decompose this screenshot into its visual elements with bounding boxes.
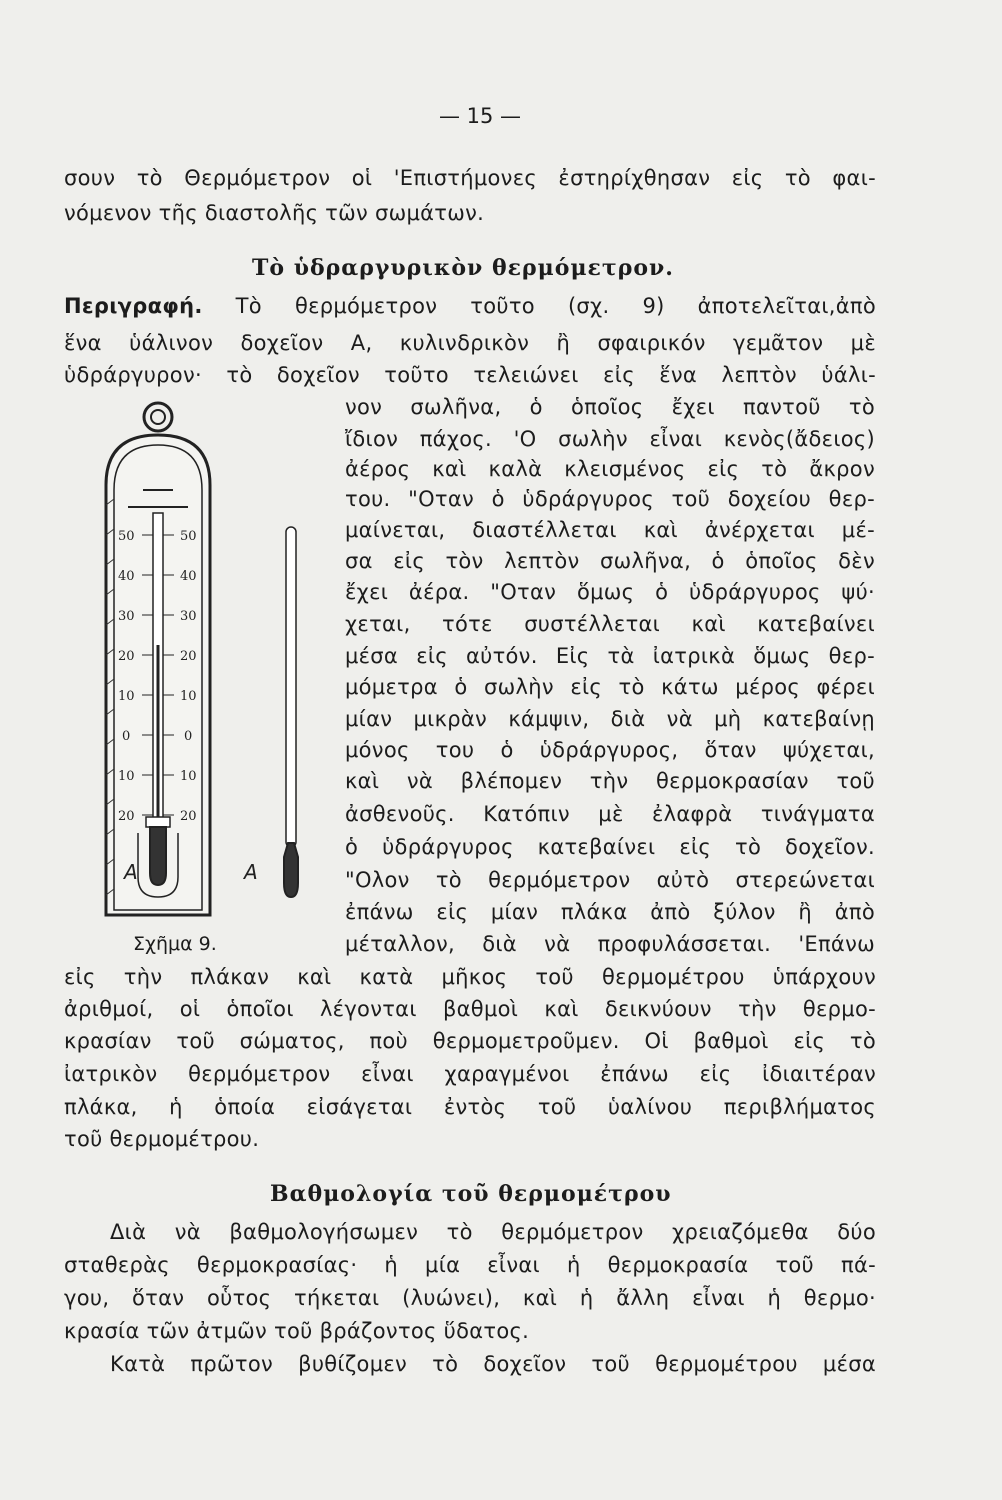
scale-label-right: 50 (180, 529, 197, 544)
full-line-4: ἀριθμοί, οἱ ὁποῖοι λέγονται βαθμοὶ καὶ δεικνύουν τὴν θερμο- (64, 997, 876, 1021)
scale-label-left: 10 (118, 689, 135, 704)
side-line: ἐπάνω εἰς μίαν πλάκα ἀπὸ ξύλον ἢ ἀπὸ (345, 900, 875, 924)
para2-line-1: Διὰ νὰ βαθμολογήσωμεν τὸ θερμόμετρον χρειαζόμεθα δύο (110, 1220, 876, 1244)
intro-line-1: σουν τὸ Θερμόμετρον οἱ 'Επιστήμονες ἐστηρίχθησαν εἰς τὸ φαι- (64, 166, 876, 190)
section2-title: Βαθμολογία τοῦ θερμομέτρου (270, 1181, 672, 1207)
bulb-label-right: A (244, 860, 258, 884)
bulb-label-left: A (124, 860, 138, 884)
scale-label-right: 40 (180, 569, 197, 584)
scale-label-left: 20 (118, 649, 135, 664)
hanging-ring (144, 403, 172, 431)
scale-label-left: 0 (122, 729, 131, 744)
side-line: μόνος του ὁ ὑδράργυρος, ὅταν ψύχεται, (345, 738, 875, 762)
side-line: μέσα εἰς αὐτόν. Εἰς τὰ ἰατρικὰ ὅμως θερ- (345, 644, 875, 668)
scale-label-left: 30 (118, 609, 135, 624)
para2-line-3: γου, ὅταν οὗτος τήκεται (λυώνει), καὶ ἡ ἄλλη εἶναι ἡ θερμο· (64, 1286, 876, 1310)
standalone-bulb (284, 843, 298, 897)
side-line: ἀέρος καὶ καλὰ κλεισμένος εἰς τὸ ἄκρον (345, 457, 875, 481)
standalone-tube (286, 527, 296, 847)
intro-line-2: νόμενον τῆς διαστολῆς τῶν σωμάτων. (64, 201, 485, 225)
page-number: — 15 — (438, 104, 522, 128)
side-line: ἀσθενοῦς. Κατόπιν μὲ ἐλαφρὰ τινάγματα (345, 802, 875, 826)
para2-line-4: κρασία τῶν ἀτμῶν τοῦ βράζοντος ὕδατος. (64, 1319, 530, 1343)
scale-label-right: 20 (180, 649, 197, 664)
thermometer-figure (98, 395, 328, 935)
side-line: καὶ νὰ βλέπομεν τὴν θερμοκρασίαν τοῦ (345, 769, 875, 793)
side-line: "Ολον τὸ θερμόμετρον αὐτὸ στερεώνεται (345, 868, 875, 892)
para3-line-1: Κατὰ πρῶτον βυθίζομεν τὸ δοχεῖον τοῦ θερμομέτρου μέσα (110, 1352, 876, 1376)
side-line: ἴδιον πάχος. 'Ο σωλὴν εἶναι κενὸς(ἄδειος) (345, 427, 875, 451)
scale-label-right: 0 (184, 729, 193, 744)
scale-label-right: 30 (180, 609, 197, 624)
description-first-line (64, 292, 876, 320)
figure-caption: Σχῆμα 9. (133, 933, 217, 955)
scale-label-left: 40 (118, 569, 135, 584)
side-line: ὁ ὑδράργυρος κατεβαίνει εἰς τὸ δοχεῖον. (345, 835, 875, 859)
full-line-5: κρασίαν τοῦ σώματος, ποὺ θερμομετροῦμεν. Οἱ βαθμοὶ εἰς τὸ (64, 1029, 876, 1053)
mercury-bulb (150, 827, 166, 885)
side-line: μίαν μικρὰν κάμψιν, διὰ νὰ μὴ κατεβαίνῃ (345, 707, 875, 731)
scale-label-right: 10 (180, 689, 197, 704)
scale-label-left: 10 (118, 769, 135, 784)
side-line: σα εἰς τὸν λεπτὸν σωλῆνα, ὁ ὁποῖος δὲν (345, 549, 875, 573)
side-line: ἔχει ἀέρα. "Οταν ὅμως ὁ ὑδράργυρος ψύ· (345, 580, 875, 604)
scale-label-right: 20 (180, 809, 197, 824)
scale-label-left: 20 (118, 809, 135, 824)
full-line-8: τοῦ θερμομέτρου. (64, 1127, 260, 1151)
side-line: μέταλλον, διὰ νὰ προφυλάσσεται. 'Επάνω (345, 932, 875, 956)
description-label: Περιγραφή. (64, 294, 203, 318)
full-line-3: εἰς τὴν πλάκαν καὶ κατὰ μῆκος τοῦ θερμομέτρου ὑπάρχουν (64, 965, 876, 989)
side-line: νον σωλῆνα, ὁ ὁποῖος ἔχει παντοῦ τὸ (345, 395, 875, 419)
side-line: χεται, τότε συστέλλεται καὶ κατεβαίνει (345, 612, 875, 636)
description-first-text: Τὸ θερμόμετρον τοῦτο (σχ. 9) ἀποτελεῖται,ἀπὸ (235, 294, 876, 318)
scale-label-right: 10 (180, 769, 197, 784)
full-line-2: ὑδράργυρον· τὸ δοχεῖον τοῦτο τελειώνει εἰς ἕνα λεπτὸν ὑάλι- (64, 363, 876, 387)
full-line-1: ἕνα ὑάλινον δοχεῖον Α, κυλινδρικὸν ἢ σφαιρικόν γεμᾶτον μὲ (64, 331, 876, 355)
full-line-6: ἰατρικὸν θερμόμετρον εἶναι χαραγμένοι ἐπάνω εἰς ἰδιαιτέραν (64, 1062, 876, 1086)
section-title: Τὸ ὑδραργυρικὸν θερμόμετρον. (252, 255, 674, 281)
side-line: μαίνεται, διαστέλλεται καὶ ἀνέρχεται μέ- (345, 518, 875, 542)
scale-label-left: 50 (118, 529, 135, 544)
side-line: μόμετρα ὁ σωλὴν εἰς τὸ κάτω μέρος φέρει (345, 675, 875, 699)
full-line-7: πλάκα, ἡ ὁποία εἰσάγεται ἐντὸς τοῦ ὑαλίνου περιβλήματος (64, 1095, 876, 1119)
para2-line-2: σταθερὰς θερμοκρασίας· ἡ μία εἶναι ἡ θερμοκρασία τοῦ πά- (64, 1253, 876, 1277)
side-line: του. "Οταν ὁ ὑδράργυρος τοῦ δοχείου θερ- (345, 487, 875, 511)
